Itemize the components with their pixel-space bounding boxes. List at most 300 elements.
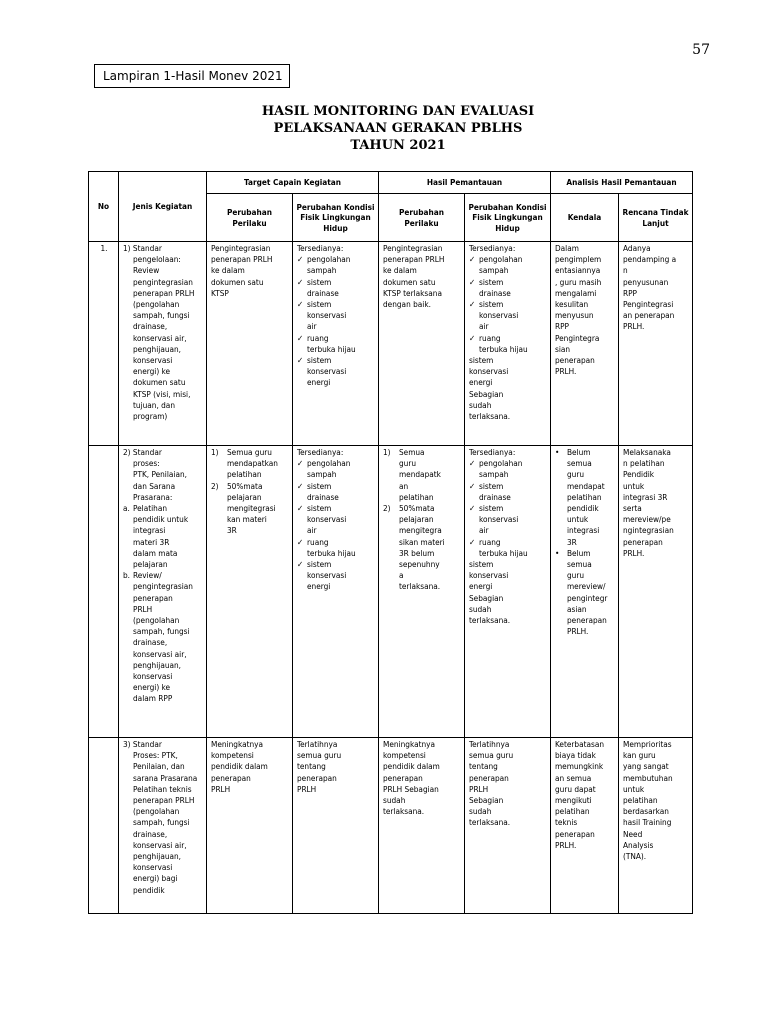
cell-line: konservasi [133,355,173,366]
header-analisis: Analisis Hasil Pemantauan [551,172,693,194]
cell-line: penerapan [555,355,595,366]
cell-line: konservasi [469,366,509,377]
cell-line: RPP [555,321,570,332]
cell-line: penerapan PRLH [383,254,445,265]
cell-line: terbuka hijau [307,547,356,558]
cell-line: sampah [307,469,337,480]
cell-line: n pelatihan [623,458,665,469]
cell-line: sistem [479,299,504,310]
cell-line: 3R belum [399,547,435,558]
cell-line: tentang [469,761,498,772]
cell-line: energi) bagi [133,873,178,884]
cell-line: dalam mata [133,547,178,558]
cell-line: penghijauan, [133,851,182,862]
cell-line: Pendidik [623,469,655,480]
cell-line: ruang [307,332,329,343]
cell-target-perilaku [207,446,293,738]
cell-line: integrasi [567,525,600,536]
cell-line: ngintegrasian [623,525,674,536]
cell-line: drainase, [133,637,168,648]
cell-line: sistem [307,480,332,491]
cell-line: penerapan [567,615,607,626]
cell-line: mengitegra [399,525,442,536]
check-item [469,277,547,299]
cell-line: konservasi [307,570,347,581]
cell-line: kompetensi [211,750,254,761]
cell-line: sudah [383,795,406,806]
cell-line: konservasi air, [133,648,187,659]
cell-line: an penerapan [623,310,675,321]
item-mark: ✓ [297,503,304,514]
item-mark: 2) [383,503,391,514]
cell-line: guru [567,469,585,480]
cell-line: sistem [307,503,332,514]
cell-rencana [619,242,693,446]
cell-jenis-kegiatan [119,446,207,738]
cell-line: energi [469,377,493,388]
cell-line: sistem [469,559,494,570]
cell-kendala [551,446,619,738]
cell-line: ruang [479,536,501,547]
bullet-item [555,548,615,638]
cell-line: Pengintegrasi [623,299,674,310]
cell-line: sistem [479,480,504,491]
cell-line: dalam RPP [133,693,173,704]
cell-line: pengolahan [479,458,523,469]
cell-line: sikan materi [399,536,445,547]
item-mark: • [555,547,560,558]
cell-line: biaya tidak [555,750,596,761]
cell-line: penerapan [133,592,173,603]
cell-line: terlaksana. [383,806,425,817]
numbered-item [211,447,289,481]
cell-line: terlaksana. [469,817,511,828]
cell-line: RPP [623,287,638,298]
cell-line: hasil Training [623,817,672,828]
cell-line: sistem [307,276,332,287]
cell-line: konservasi [479,310,519,321]
cell-line: Analysis [623,839,654,850]
cell-target-kondisi [293,242,379,446]
numbered-item [211,481,289,537]
cell-line: entasiannya [555,265,601,276]
cell-line: pendidik untuk [133,514,189,525]
cell-line: Sebagian [469,795,504,806]
item-mark: ✓ [469,458,476,469]
check-item [469,503,547,537]
cell-line: konservasi [307,514,347,525]
cell-line: pengintegrasian [133,581,193,592]
cell-line: Penilaian, dan [133,761,185,772]
cell-line: air [307,321,317,332]
cell-line: penghijauan, [133,343,182,354]
header-no: No [89,172,119,242]
cell-line: sistem [479,276,504,287]
item-mark: ✓ [297,299,304,310]
header-hasil-kondisi: Perubahan Kondisi Fisik Lingkungan Hidup [465,194,551,242]
cell-line: teknis [555,817,578,828]
cell-line: integrasi 3R [623,491,668,502]
check-item [297,254,375,276]
cell-line: terbuka hijau [479,343,528,354]
cell-line: pelatihan [623,795,658,806]
cell-line: penghijauan, [133,659,182,670]
header-jenis-kegiatan: Jenis Kegiatan [119,172,207,242]
cell-line: energi) ke [133,682,171,693]
cell-line: Memprioritas [623,739,672,749]
cell-line: mereview/pe [623,514,671,525]
cell-line: guru [567,570,585,581]
cell-line: guru dapat [555,783,596,794]
cell-line: ruang [479,332,501,343]
cell-line: 2) Standar [123,447,162,457]
cell-line: drainase, [133,828,168,839]
cell-line: terlaksana. [469,615,511,626]
cell-line: pengintegrasian [133,276,193,287]
cell-line: pelatihan [567,491,602,502]
cell-line: menyusun [555,310,594,321]
cell-line: air [479,321,489,332]
page-number: 57 [692,42,710,58]
cell-line: Sebagian [469,388,504,399]
cell-line: pelajaran [133,559,168,570]
cell-line: energi [307,581,331,592]
cell-line: drainase [479,287,511,298]
cell-line: mendapatk [399,469,441,480]
header-target: Target Capain Kegiatan [207,172,379,194]
cell-rencana [619,738,693,914]
cell-line: pelajaran [399,514,434,525]
cell-line: sepenuhny [399,559,440,570]
cell-line: 50%mata [227,480,263,491]
cell-line: pengolahan [307,254,351,265]
item-mark: ✓ [469,299,476,310]
check-item [297,537,375,559]
cell-line: dokumen satu [383,276,436,287]
header-kendala: Kendala [551,194,619,242]
cell-line: PRLH. [555,366,577,377]
check-item [469,481,547,503]
cell-line: pendidik [567,503,599,514]
cell-line: 3R [227,525,237,536]
cell-line: pelajaran [227,491,262,502]
cell-line: Melaksanaka [623,447,671,457]
item-mark: ✓ [469,536,476,547]
cell-line: air [479,525,489,536]
cell-line: pendamping a [623,254,677,265]
cell-line: sampah, fungsi [133,310,190,321]
cell-line: penerapan [469,772,509,783]
item-mark: 1) [383,447,391,457]
cell-line: PRLH [211,783,231,794]
sub-item [123,503,203,570]
cell-line: Pengintegrasian [211,243,271,253]
cell-line: Pengintegrasian [383,243,443,253]
item-mark: ✓ [297,536,304,547]
item-mark: ✓ [297,480,304,491]
cell-line: pendidik [133,884,165,895]
cell-line: pengimplem [555,254,602,265]
cell-line: ruang [307,536,329,547]
cell-line: membutuhan [623,772,673,783]
check-item [297,503,375,537]
check-item [297,481,375,503]
cell-line: penerapan [623,536,663,547]
cell-line: sampah [479,469,509,480]
cell-jenis-kegiatan [119,242,207,446]
cell-line: mendapatkan [227,458,278,469]
cell-line: Prasarana: [133,491,173,502]
cell-line: Semua [399,447,425,457]
cell-line: memungkink [555,761,604,772]
cell-line: 3R [567,536,577,547]
cell-line: PRLH [133,603,153,614]
cell-line: tujuan, dan [133,399,175,410]
cell-line: pelatihan [399,491,434,502]
cell-line: PRLH. [555,839,577,850]
item-mark: a. [123,503,130,514]
cell-line: pengolahan [307,458,351,469]
cell-line: sampah, fungsi [133,817,190,828]
cell-hasil-kondisi [465,446,551,738]
cell-line: untuk [623,783,645,794]
cell-line: semua [567,559,592,570]
cell-line: 1) Standar [123,243,162,253]
cell-line: sudah [469,603,492,614]
cell-line: PRLH Sebagian [383,783,439,794]
cell-line: 50%mata [399,503,435,514]
cell-line: Dalam [555,243,579,253]
cell-line: konservasi [133,862,173,873]
header-hasil: Hasil Pemantauan [379,172,551,194]
check-item [469,537,547,559]
check-item [469,254,547,276]
cell-line: drainase [307,491,339,502]
cell-line: (pengolahan [133,806,180,817]
document-title [88,103,708,154]
cell-line: konservasi [307,310,347,321]
cell-line: (TNA). [623,851,647,862]
cell-line: Terlatihnya [469,739,510,749]
header-rencana: Rencana Tindak Lanjut [619,194,693,242]
cell-line: drainase [479,491,511,502]
item-mark: ✓ [297,559,304,570]
cell-line: sampah [307,265,337,276]
cell-line: Need [623,828,643,839]
cell-line: yang sangat [623,761,669,772]
cell-line: Meningkatnya [383,739,436,749]
cell-line: Tersedianya: [469,447,516,457]
cell-line: air [307,525,317,536]
cell-line: Keterbatasan [555,739,605,749]
item-mark: ✓ [469,332,476,343]
cell-line: 3) Standar [123,739,162,749]
cell-line: Adanya [623,243,651,253]
item-mark: ✓ [469,480,476,491]
cell-line: Tersedianya: [297,243,344,253]
cell-line: sistem [469,355,494,366]
cell-line: materi 3R [133,536,170,547]
cell-line: sampah, fungsi [133,626,190,637]
cell-line: penerapan [555,828,595,839]
header-target-perilaku: Perubahan Perilaku [207,194,293,242]
cell-line: dokumen satu [211,276,264,287]
cell-line: kan materi [227,514,267,525]
cell-hasil-kondisi [465,738,551,914]
cell-line: Review [133,265,160,276]
cell-line: PRLH. [623,321,645,332]
numbered-item [383,503,461,593]
cell-line: sian [555,343,571,354]
cell-line: sistem [307,559,332,570]
cell-line: untuk [567,514,589,525]
cell-line: sistem [307,299,332,310]
cell-line: penyusunan [623,276,669,287]
cell-line: Tersedianya: [297,447,344,457]
cell-line: , guru masih [555,276,602,287]
check-item [469,299,547,333]
cell-line: kesulitan [555,299,589,310]
cell-line: (pengolahan [133,299,180,310]
item-mark: ✓ [297,276,304,287]
cell-line: sarana Prasarana [133,772,198,783]
cell-line: konservasi [133,671,173,682]
cell-line: dokumen satu [133,377,186,388]
cell-line: (pengolahan [133,615,180,626]
cell-line: Pengintegra [555,332,600,343]
cell-line: energi [469,581,493,592]
cell-line: Tersedianya: [469,243,516,253]
cell-line: guru [399,458,417,469]
cell-no [89,738,119,914]
cell-line: berdasarkan [623,806,669,817]
cell-line: tentang [297,761,326,772]
cell-line: drainase, [133,321,168,332]
cell-kendala [551,738,619,914]
cell-line: Review/ [133,570,162,581]
cell-line: PRLH [297,783,317,794]
cell-target-kondisi [293,738,379,914]
cell-line: a [399,570,404,581]
cell-no: 1. [89,242,119,446]
cell-line: kan guru [623,750,656,761]
cell-line: sampah [479,265,509,276]
cell-hasil-perilaku [379,446,465,738]
cell-line: mereview/ [567,581,606,592]
cell-line: KTSP [211,287,229,298]
check-item [297,559,375,593]
item-mark: ✓ [469,254,476,265]
item-mark: ✓ [469,276,476,287]
item-mark: ✓ [297,332,304,343]
cell-line: penerapan PRLH [133,287,195,298]
cell-line: penerapan PRLH [133,795,195,806]
cell-line: pendidik dalam [383,761,440,772]
bullet-item [555,447,615,548]
cell-line: pendidik dalam [211,761,268,772]
item-mark: ✓ [297,458,304,469]
cell-line: serta [623,503,642,514]
cell-line: penerapan PRLH [211,254,273,265]
title-line-2: PELAKSANAAN GERAKAN PBLHS [273,121,523,136]
cell-rencana [619,446,693,738]
check-item [469,458,547,480]
cell-line: integrasi [133,525,166,536]
cell-line: Terlatihnya [297,739,338,749]
title-line-1: HASIL MONITORING DAN EVALUASI [261,104,535,119]
check-item [297,355,375,389]
cell-line: PRLH. [567,626,589,637]
cell-no [89,446,119,738]
cell-line: konservasi [469,570,509,581]
cell-line: konservasi [307,366,347,377]
cell-target-perilaku [207,242,293,446]
cell-line: konservasi air, [133,839,187,850]
cell-target-perilaku [207,738,293,914]
cell-line: semua [567,458,592,469]
cell-line: pelatihan [555,806,590,817]
cell-line: mengitegrasi [227,503,276,514]
cell-kendala [551,242,619,446]
table-row [89,738,693,914]
cell-line: terbuka hijau [307,343,356,354]
cell-line: proses: [133,458,160,469]
cell-line: dengan baik. [383,299,431,310]
cell-line: Sebagian [469,592,504,603]
cell-line: penerapan [383,772,423,783]
cell-line: sistem [479,503,504,514]
cell-line: PRLH [469,783,489,794]
title-line-3: TAHUN 2021 [350,138,446,153]
cell-line: konservasi air, [133,332,187,343]
cell-line: sudah [469,399,492,410]
item-mark: 1) [211,447,219,457]
cell-line: asian [567,603,587,614]
cell-line: mengalami [555,287,597,298]
cell-line: ke dalam [383,265,417,276]
cell-hasil-perilaku [379,738,465,914]
cell-line: konservasi [479,514,519,525]
cell-line: ke dalam [211,265,245,276]
table-row [89,446,693,738]
cell-line: kompetensi [383,750,426,761]
cell-line: program) [133,411,168,422]
cell-line: pengelolaan: [133,254,181,265]
cell-line: an semua [555,772,592,783]
appendix-label: Lampiran 1-Hasil Monev 2021 [94,64,290,88]
cell-line: pengolahan [479,254,523,265]
cell-line: Belum [567,447,591,457]
cell-line: energi [307,377,331,388]
monitoring-table [88,171,693,914]
cell-line: n [623,265,628,276]
sub-item [123,570,203,704]
header-target-kondisi: Perubahan Kondisi Fisik Lingkungan Hidup [293,194,379,242]
cell-line: Meningkatnya [211,739,264,749]
cell-hasil-perilaku [379,242,465,446]
item-mark: 2) [211,480,219,491]
item-mark: • [555,447,560,457]
cell-hasil-kondisi [465,242,551,446]
item-mark: ✓ [297,254,304,265]
cell-line: pelatihan [227,469,262,480]
cell-line: terbuka hijau [479,547,528,558]
item-mark: b. [123,570,131,581]
cell-line: an [399,480,409,491]
cell-line: KTSP (visi, misi, [133,388,191,399]
cell-line: terlaksana. [399,581,441,592]
cell-line: pengintegr [567,592,608,603]
